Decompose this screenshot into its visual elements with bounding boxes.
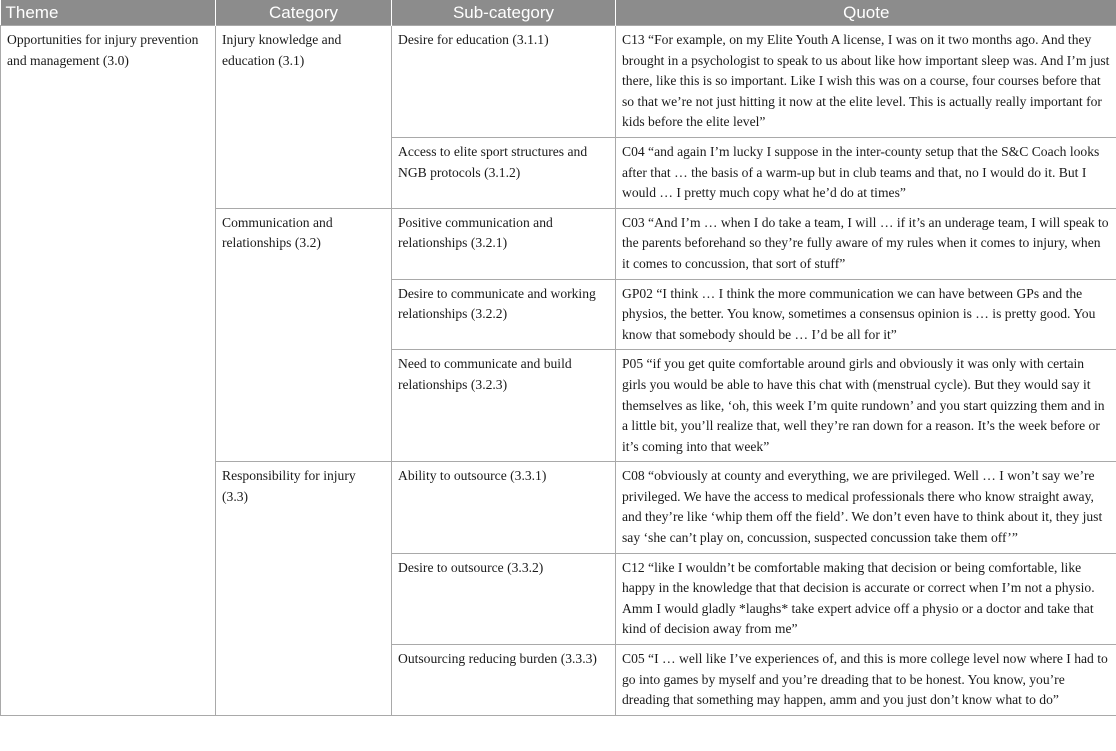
header-category: Category [216,0,392,26]
subcategory-cell: Desire for education (3.1.1) [392,26,616,138]
quote-cell: C12 “like I wouldn’t be comfortable making that decision or being comfortable, like happy in the knowledge that that decision is accurate or correct when I’m not a physio. Amm I would gladly *laughs* take expert advice off a physio or a doctor and take that kind of decision away from me” [616,553,1116,644]
subcategory-cell: Desire to outsource (3.3.2) [392,553,616,644]
quote-cell: C05 “I … well like I’ve experiences of, and this is more college level now where I had to go into games by myself and you’re dreading that to be honest. You know, you’re dreading that something may happen, amm and you just don’t know what to do” [616,645,1116,716]
quote-cell: GP02 “I think … I think the more communication we can have between GPs and the physios, the better. You know, sometimes a consensus opinion is … is pretty good. You know that somebody should be … I’d be all for it” [616,279,1116,350]
quote-cell: C04 “and again I’m lucky I suppose in the inter-county setup that the S&C Coach looks after that … the basis of a warm-up but in club teams and that, no I would do it. But I would … I pretty much copy what he’d do at times” [616,137,1116,208]
quote-cell: C13 “For example, on my Elite Youth A license, I was on it two months ago. And they brought in a psychologist to speak to us about like how important sleep was. And I’m just there, like this is so important. Like I wish this was on a course, four courses before that so that we’re not just hitting it now at the elite level. This is actually really important for kids before the elite level” [616,26,1116,138]
subcategory-cell: Desire to communicate and working relationships (3.2.2) [392,279,616,350]
category-cell: Injury knowledge and education (3.1) [216,26,392,209]
header-theme: Theme [1,0,216,26]
quote-cell: P05 “if you get quite comfortable around girls and obviously it was only with certain girls you would be able to have this chat with (menstrual cycle). But they would say it themselves as like, ‘oh, this week I’m quite rundown’ and you start quizzing them and in a little bit, you’ll realize that, well they’re ran down for a reason. It’s the week before or it’s coming into that week” [616,350,1116,462]
quote-cell: C03 “And I’m … when I do take a team, I will … if it’s an underage team, I will speak to the parents beforehand so they’re fully aware of my rules when it comes to injury, when it comes to concussion, that sort of stuff” [616,208,1116,279]
subcategory-cell: Need to communicate and build relationships (3.2.3) [392,350,616,462]
header-quote: Quote [616,0,1116,26]
header-subcategory: Sub-category [392,0,616,26]
category-cell: Responsibility for injury (3.3) [216,462,392,716]
quote-cell: C08 “obviously at county and everything, we are privileged. Well … I won’t say we’re privileged. We have the access to medical professionals there who know straight away, and they’re like ‘whip them off the field’. We don’t even have to think about it, they just say ‘she can’t play on, concussion, suspected concussion take them off’” [616,462,1116,553]
theme-cell: Opportunities for injury prevention and management (3.0) [1,26,216,716]
category-cell: Communication and relationships (3.2) [216,208,392,462]
subcategory-cell: Positive communication and relationships (3.2.1) [392,208,616,279]
header-row [1,0,1116,26]
table-row [1,26,1116,138]
subcategory-cell: Outsourcing reducing burden (3.3.3) [392,645,616,716]
subcategory-cell: Ability to outsource (3.3.1) [392,462,616,553]
subcategory-cell: Access to elite sport structures and NGB protocols (3.1.2) [392,137,616,208]
